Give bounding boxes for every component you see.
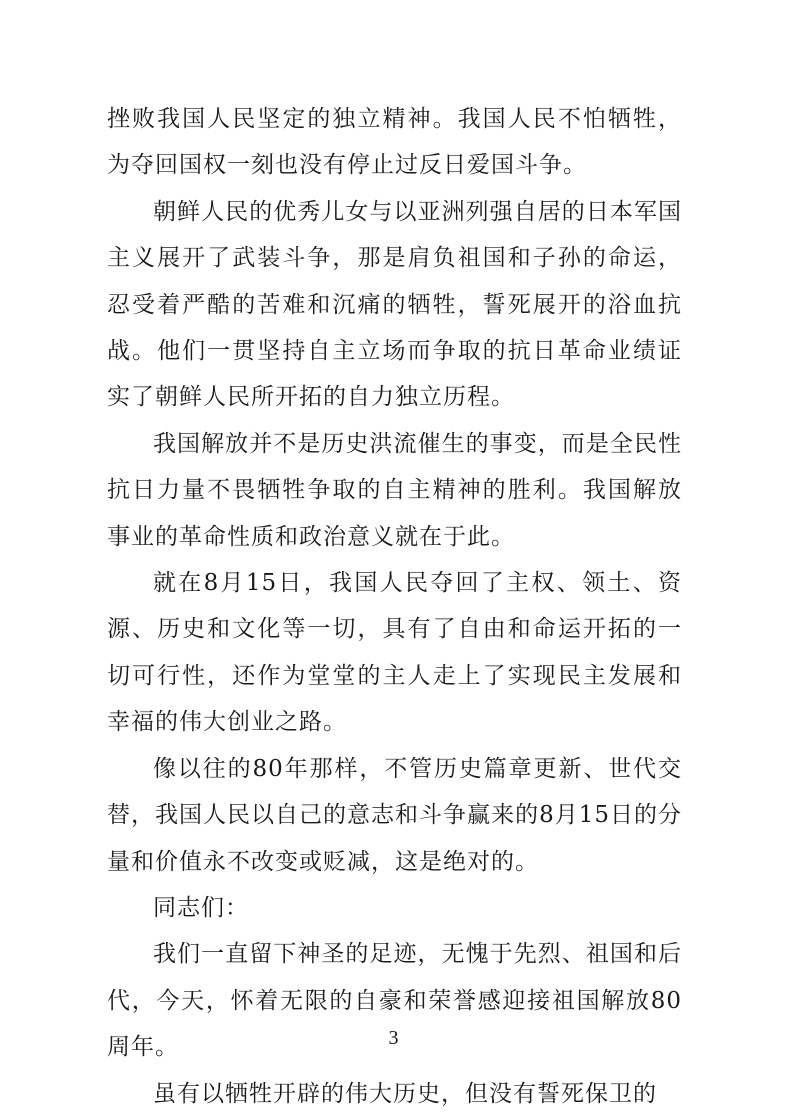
paragraph: 就在8月15日，我国人民夺回了主权、领土、资源、历史和文化等一切，具有了自由和命运开拓的一切可行性，还作为堂堂的主人走上了实现民主发展和幸福的伟大创业之路。	[107, 570, 682, 736]
page-number: 3	[388, 1027, 399, 1049]
paragraph: 我国解放并不是历史洪流催生的事变，而是全民性抗日力量不畏牺牲争取的自主精神的胜利。我国解放事业的革命性质和政治意义就在于此。	[107, 430, 682, 550]
paragraph: 像以往的80年那样，不管历史篇章更新、世代交替，我国人民以自己的意志和斗争赢来的8月15日的分量和价值永不改变或贬减，这是绝对的。	[107, 755, 682, 875]
paragraph: 我们一直留下神圣的足迹，无愧于先烈、祖国和后代，今天，怀着无限的自豪和荣誉感迎接祖国解放80周年。	[107, 941, 682, 1061]
paragraph-continued: 挫败我国人民坚定的独立精神。我国人民不怕牺牲，为夺回国权一刻也没有停止过反日爱国斗争。	[107, 106, 682, 179]
paragraph: 朝鲜人民的优秀儿女与以亚洲列强自居的日本军国主义展开了武装斗争，那是肩负祖国和子孙的命运，忍受着严酷的苦难和沉痛的牺牲，誓死展开的浴血抗战。他们一贯坚持自主立场而争取的抗日革命业绩证实了朝鲜人民所开拓的自力独立历程。	[107, 198, 682, 411]
paragraph-continues: 虽有以牺牲开辟的伟大历史，但没有誓死保卫的	[153, 1080, 657, 1107]
document-body	[107, 96, 682, 1117]
salutation: 同志们：	[153, 894, 249, 921]
